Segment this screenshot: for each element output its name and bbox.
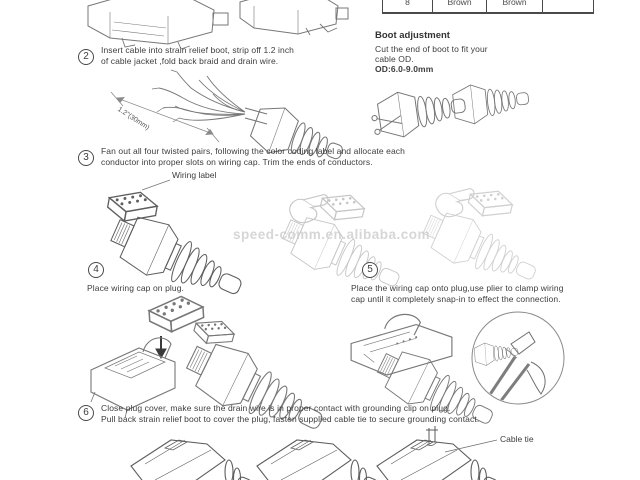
step-3-line1: Fan out all four twisted pairs, following the color coding label and allocate each <box>101 146 405 156</box>
cable-tie-annotation: Cable tie <box>500 434 534 444</box>
step-4-line1: Place wiring cap on plug. <box>87 283 185 293</box>
step-2-illustration <box>95 68 340 150</box>
step-6-illustrations <box>115 426 565 480</box>
step-6-line2: Pull back strain relief boot to cover the plug, fasten supplied cable tie to secure grounding contact. <box>101 413 480 424</box>
step-3-illustrations <box>85 178 565 266</box>
step-5-number: 5 <box>362 262 378 278</box>
table-cell-color1: Brown <box>433 0 487 13</box>
step-3-line2: conductor into proper slots on wiring cap. Trim the ends of conductors. <box>101 156 373 167</box>
step-5-line2: cap until it completely snap-in to effect the connection. <box>351 293 561 304</box>
watermark: speed-comm.en.alibaba.com <box>233 227 431 242</box>
scissors-icon <box>371 110 403 135</box>
wiring-label-annotation: Wiring label <box>172 170 217 180</box>
boot-adjustment-illustration <box>366 74 516 144</box>
table-row <box>383 0 594 13</box>
step-5-illustration <box>335 302 565 408</box>
table-cell-color2: Brown <box>487 0 543 13</box>
boot-adjustment-title: Boot adjustment <box>375 30 450 41</box>
boot-adjustment-line1: Cut the end of boot to fit your <box>375 44 488 54</box>
step-2-dimension-label: 1.2"(30mm) <box>116 106 151 132</box>
step-2-line1: Insert cable into strain relief boot, strip off 1.2 inch <box>101 45 295 55</box>
cable-tie-leader-line <box>445 440 497 452</box>
step-4-number: 4 <box>88 262 104 278</box>
step-6-number: 6 <box>78 405 94 421</box>
boot-adjustment-od: OD:6.0-9.0mm <box>375 64 434 74</box>
step-3-number: 3 <box>78 150 94 166</box>
step-2-line2: of cable jacket ,fold back braid and drain wire. <box>101 55 279 66</box>
boot-adjustment-line2: cable OD. <box>375 54 414 64</box>
table-cell-empty <box>543 0 594 13</box>
step-2-number: 2 <box>78 49 94 65</box>
step-4-illustration <box>85 294 345 410</box>
color-code-table <box>382 0 594 14</box>
step-6-line1: Close plug cover, make sure the drain wire is in proper contact with grounding clip on plug. <box>101 403 451 413</box>
pliers-detail-illustration <box>472 312 564 406</box>
step-5-line1: Place the wiring cap onto plug,use plier to clamp wiring <box>351 283 564 293</box>
table-cell-pin: 8 <box>383 0 433 13</box>
